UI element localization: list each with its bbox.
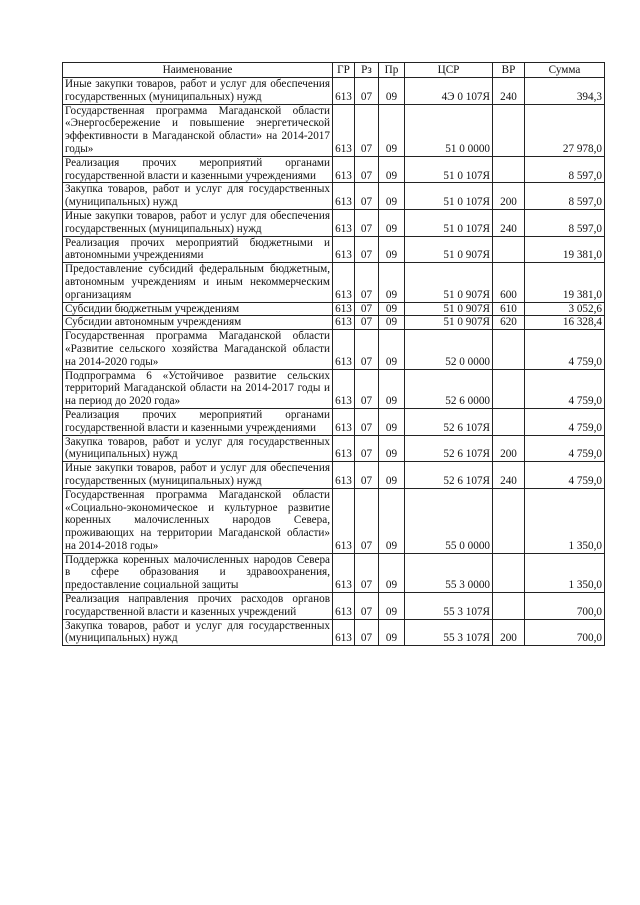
row-name: Государственная программа Магаданской области «Социально-экономическое и культурное развитие коренных малочисленных народов Севера, проживающих на территории Магаданской области» на 2014-2018 годы» <box>63 488 333 553</box>
table-row <box>63 104 605 156</box>
row-rz: 07 <box>355 263 379 302</box>
row-vr: 610 <box>493 302 525 316</box>
row-csr: 52 6 107Я <box>405 462 493 489</box>
row-csr: 51 0 907Я <box>405 263 493 302</box>
table-row <box>63 553 605 592</box>
table-row <box>63 593 605 620</box>
row-name: Иные закупки товаров, работ и услуг для обеспечения государственных (муниципальных) нужд <box>63 78 333 105</box>
table-row <box>63 183 605 210</box>
table-header-row <box>63 63 605 78</box>
row-sum: 4 759,0 <box>525 330 605 369</box>
row-rz: 07 <box>355 408 379 435</box>
row-name: Реализация прочих мероприятий органами государственной власти и казенными учреждениями <box>63 408 333 435</box>
row-vr: 200 <box>493 619 525 646</box>
row-name: Предоставление субсидий федеральным бюджетным, автономным учреждениям и иным некоммерческим организациям <box>63 263 333 302</box>
row-pr: 09 <box>379 263 405 302</box>
table-row <box>63 462 605 489</box>
row-csr: 51 0 107Я <box>405 209 493 236</box>
row-rz: 07 <box>355 553 379 592</box>
row-vr: 200 <box>493 183 525 210</box>
header-pr: Пр <box>379 63 405 78</box>
row-sum: 19 381,0 <box>525 236 605 263</box>
row-sum: 27 978,0 <box>525 104 605 156</box>
row-rz: 07 <box>355 488 379 553</box>
row-name: Реализация прочих мероприятий бюджетными и автономными учреждениями <box>63 236 333 263</box>
table-body <box>63 78 605 646</box>
row-rz: 07 <box>355 209 379 236</box>
row-vr <box>493 236 525 263</box>
row-gr: 613 <box>333 209 355 236</box>
row-rz: 07 <box>355 330 379 369</box>
header-rz: Рз <box>355 63 379 78</box>
table-row <box>63 619 605 646</box>
row-pr: 09 <box>379 408 405 435</box>
row-csr: 51 0 107Я <box>405 183 493 210</box>
row-sum: 1 350,0 <box>525 488 605 553</box>
row-vr <box>493 553 525 592</box>
row-name: Поддержка коренных малочисленных народов Севера в сфере образования и здравоохранения, предоставление социальной защиты <box>63 553 333 592</box>
row-pr: 09 <box>379 462 405 489</box>
row-sum: 19 381,0 <box>525 263 605 302</box>
header-gr: ГР <box>333 63 355 78</box>
row-sum: 4 759,0 <box>525 369 605 408</box>
row-rz: 07 <box>355 156 379 183</box>
row-vr <box>493 369 525 408</box>
row-rz: 07 <box>355 104 379 156</box>
row-name: Реализация прочих мероприятий органами государственной власти и казенными учреждениями <box>63 156 333 183</box>
row-gr: 613 <box>333 183 355 210</box>
table-row <box>63 302 605 316</box>
row-pr: 09 <box>379 330 405 369</box>
row-vr: 600 <box>493 263 525 302</box>
row-sum: 700,0 <box>525 593 605 620</box>
row-csr: 51 0 907Я <box>405 316 493 330</box>
budget-table <box>62 62 605 646</box>
row-sum: 8 597,0 <box>525 156 605 183</box>
row-pr: 09 <box>379 209 405 236</box>
row-name: Закупка товаров, работ и услуг для государственных (муниципальных) нужд <box>63 435 333 462</box>
row-pr: 09 <box>379 488 405 553</box>
row-gr: 613 <box>333 104 355 156</box>
row-sum: 394,3 <box>525 78 605 105</box>
table-row <box>63 156 605 183</box>
row-csr: 51 0 107Я <box>405 156 493 183</box>
table-row <box>63 209 605 236</box>
row-pr: 09 <box>379 619 405 646</box>
row-name: Подпрограмма 6 «Устойчивое развитие сельских территорий Магаданской области на 2014-2017 годы и на период до 2020 года» <box>63 369 333 408</box>
row-csr: 4Э 0 107Я <box>405 78 493 105</box>
row-csr: 55 3 0000 <box>405 553 493 592</box>
table-row <box>63 435 605 462</box>
row-vr <box>493 593 525 620</box>
row-name: Субсидии бюджетным учреждениям <box>63 302 333 316</box>
row-csr: 52 0 0000 <box>405 330 493 369</box>
row-gr: 613 <box>333 553 355 592</box>
row-name: Государственная программа Магаданской области «Энергосбережение и повышение энергетической эффективности в Магаданской области» на 2014-2017 годы» <box>63 104 333 156</box>
row-vr <box>493 330 525 369</box>
row-sum: 4 759,0 <box>525 435 605 462</box>
row-pr: 09 <box>379 104 405 156</box>
row-gr: 613 <box>333 78 355 105</box>
row-vr: 620 <box>493 316 525 330</box>
row-csr: 51 0 907Я <box>405 236 493 263</box>
row-gr: 613 <box>333 369 355 408</box>
row-csr: 51 0 907Я <box>405 302 493 316</box>
header-vr: ВР <box>493 63 525 78</box>
row-name: Субсидии автономным учреждениям <box>63 316 333 330</box>
row-pr: 09 <box>379 183 405 210</box>
row-vr: 240 <box>493 78 525 105</box>
table-row <box>63 330 605 369</box>
row-rz: 07 <box>355 236 379 263</box>
row-pr: 09 <box>379 156 405 183</box>
row-rz: 07 <box>355 302 379 316</box>
row-csr: 52 6 107Я <box>405 408 493 435</box>
row-sum: 1 350,0 <box>525 553 605 592</box>
row-gr: 613 <box>333 488 355 553</box>
table-row <box>63 78 605 105</box>
table-row <box>63 316 605 330</box>
table-row <box>63 369 605 408</box>
row-name: Реализация направления прочих расходов органов государственной власти и казенных учреждений <box>63 593 333 620</box>
row-vr: 240 <box>493 462 525 489</box>
row-gr: 613 <box>333 236 355 263</box>
row-name: Иные закупки товаров, работ и услуг для обеспечения государственных (муниципальных) нужд <box>63 209 333 236</box>
row-csr: 52 6 107Я <box>405 435 493 462</box>
row-rz: 07 <box>355 183 379 210</box>
row-pr: 09 <box>379 236 405 263</box>
table-row <box>63 408 605 435</box>
row-pr: 09 <box>379 593 405 620</box>
row-gr: 613 <box>333 408 355 435</box>
row-csr: 55 3 107Я <box>405 593 493 620</box>
row-name: Государственная программа Магаданской области «Развитие сельского хозяйства Магаданской области на 2014-2020 годы» <box>63 330 333 369</box>
row-vr: 240 <box>493 209 525 236</box>
row-rz: 07 <box>355 78 379 105</box>
row-sum: 3 052,6 <box>525 302 605 316</box>
row-sum: 16 328,4 <box>525 316 605 330</box>
header-name: Наименование <box>63 63 333 78</box>
row-pr: 09 <box>379 553 405 592</box>
row-name: Иные закупки товаров, работ и услуг для обеспечения государственных (муниципальных) нужд <box>63 462 333 489</box>
row-gr: 613 <box>333 316 355 330</box>
row-vr <box>493 488 525 553</box>
row-gr: 613 <box>333 263 355 302</box>
row-csr: 55 3 107Я <box>405 619 493 646</box>
row-vr <box>493 104 525 156</box>
row-gr: 613 <box>333 435 355 462</box>
row-rz: 07 <box>355 619 379 646</box>
header-sum: Сумма <box>525 63 605 78</box>
row-vr <box>493 408 525 435</box>
row-csr: 52 6 0000 <box>405 369 493 408</box>
row-rz: 07 <box>355 462 379 489</box>
row-rz: 07 <box>355 593 379 620</box>
row-csr: 55 0 0000 <box>405 488 493 553</box>
row-sum: 4 759,0 <box>525 462 605 489</box>
row-gr: 613 <box>333 462 355 489</box>
table-row <box>63 488 605 553</box>
table-row <box>63 236 605 263</box>
row-pr: 09 <box>379 369 405 408</box>
row-rz: 07 <box>355 435 379 462</box>
header-csr: ЦСР <box>405 63 493 78</box>
row-pr: 09 <box>379 78 405 105</box>
row-sum: 8 597,0 <box>525 209 605 236</box>
row-gr: 613 <box>333 593 355 620</box>
row-csr: 51 0 0000 <box>405 104 493 156</box>
row-pr: 09 <box>379 316 405 330</box>
row-rz: 07 <box>355 316 379 330</box>
row-vr <box>493 156 525 183</box>
row-gr: 613 <box>333 302 355 316</box>
row-name: Закупка товаров, работ и услуг для государственных (муниципальных) нужд <box>63 183 333 210</box>
row-vr: 200 <box>493 435 525 462</box>
row-gr: 613 <box>333 156 355 183</box>
row-gr: 613 <box>333 330 355 369</box>
row-sum: 4 759,0 <box>525 408 605 435</box>
row-pr: 09 <box>379 302 405 316</box>
row-pr: 09 <box>379 435 405 462</box>
table-row <box>63 263 605 302</box>
row-gr: 613 <box>333 619 355 646</box>
row-sum: 8 597,0 <box>525 183 605 210</box>
row-name: Закупка товаров, работ и услуг для государственных (муниципальных) нужд <box>63 619 333 646</box>
row-rz: 07 <box>355 369 379 408</box>
row-sum: 700,0 <box>525 619 605 646</box>
